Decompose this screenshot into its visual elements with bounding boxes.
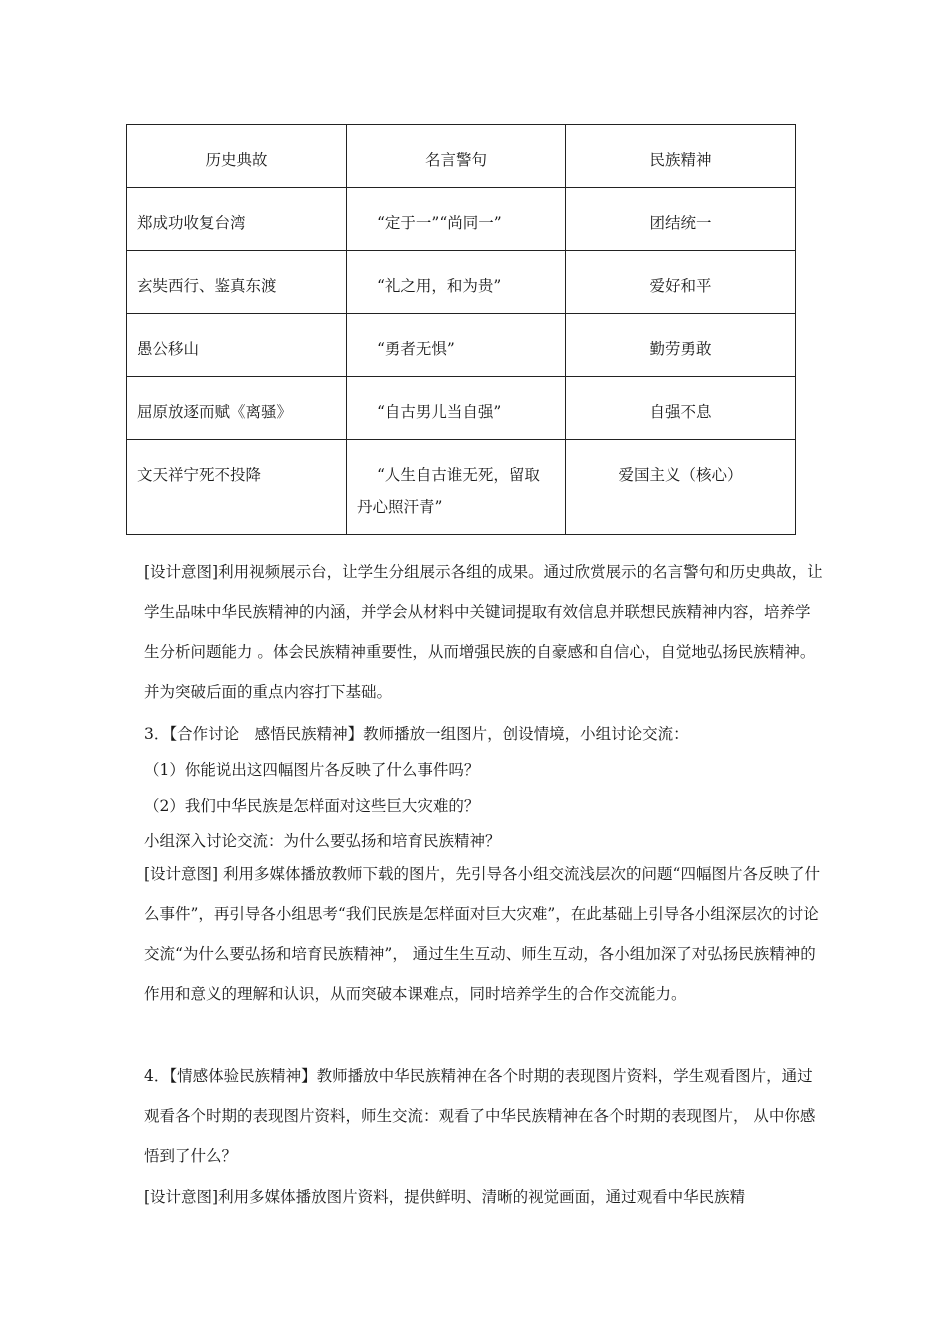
header-cell: 历史典故 (127, 125, 347, 188)
header-cell: 民族精神 (566, 125, 796, 188)
table-header-row (127, 125, 796, 188)
story-cell: 郑成功收复台湾 (127, 188, 347, 251)
question-2: （2）我们中华民族是怎样面对这些巨大灾难的？ (144, 797, 480, 815)
quote-cell: “礼之用，和为贵” (347, 251, 566, 314)
quote-cell: “人生自古谁无死，留取丹心照汗青” (347, 440, 566, 535)
step-3-heading: 3．【合作讨论 感悟民族精神】教师播放一组图片，创设情境，小组讨论交流： (144, 725, 689, 743)
quote-cell: “自古男儿当自强” (347, 377, 566, 440)
table-row (127, 440, 796, 535)
table-row (127, 314, 796, 377)
spirit-cell: 爱国主义（核心） (566, 440, 796, 535)
design-intent-paragraph: [设计意图]利用视频展示台，让学生分组展示各组的成果。通过欣赏展示的名言警句和历史典故，让学生品味中华民族精神的内涵，并学会从材料中关键词提取有效信息并联想民族精神内容，培养学生分析问题能力 。体会民族精神重要性，从而增强民族的自豪感和自信心，自觉地弘扬民族精神。并为突破后面的重点内容打下基础。 (144, 563, 823, 701)
design-intent-paragraph: [设计意图]利用多媒体播放图片资料，提供鲜明、清晰的视觉画面，通过观看中华民族精 (144, 1188, 746, 1206)
deep-discussion-line: 小组深入讨论交流：为什么要弘扬和培育民族精神？ (144, 832, 501, 850)
story-cell: 玄奘西行、鉴真东渡 (127, 251, 347, 314)
spirit-cell: 勤劳勇敢 (566, 314, 796, 377)
story-cell: 文天祥宁死不投降 (127, 440, 347, 535)
story-cell: 屈原放逐而赋《离骚》 (127, 377, 347, 440)
question-1: （1）你能说出这四幅图片各反映了什么事件吗？ (144, 761, 480, 779)
table-row (127, 188, 796, 251)
spirit-cell: 爱好和平 (566, 251, 796, 314)
design-intent-paragraph: [设计意图] 利用多媒体播放教师下载的图片，先引导各小组交流浅层次的问题“四幅图片各反映了什么事件”，再引导各小组思考“我们民族是怎样面对巨大灾难”，在此基础上引导各小组深层次的讨论交流“为什么要弘扬和培育民族精神”， 通过生生互动、师生互动，各小组加深了对弘扬民族精神的作用和意义的理解和认识，从而突破本课难点，同时培养学生的合作交流能力。 (144, 865, 820, 1003)
spirit-table (126, 124, 796, 535)
spirit-cell: 自强不息 (566, 377, 796, 440)
header-cell: 名言警句 (347, 125, 566, 188)
quote-cell: “定于一”“尚同一” (347, 188, 566, 251)
quote-cell: “勇者无惧” (347, 314, 566, 377)
table-row (127, 251, 796, 314)
step-4-paragraph: 4．【情感体验民族精神】教师播放中华民族精神在各个时期的表现图片资料，学生观看图片，通过观看各个时期的表现图片资料，师生交流：观看了中华民族精神在各个时期的表现图片， 从中你感悟到了什么？ (144, 1067, 816, 1165)
spirit-cell: 团结统一 (566, 188, 796, 251)
story-cell: 愚公移山 (127, 314, 347, 377)
table-row (127, 377, 796, 440)
